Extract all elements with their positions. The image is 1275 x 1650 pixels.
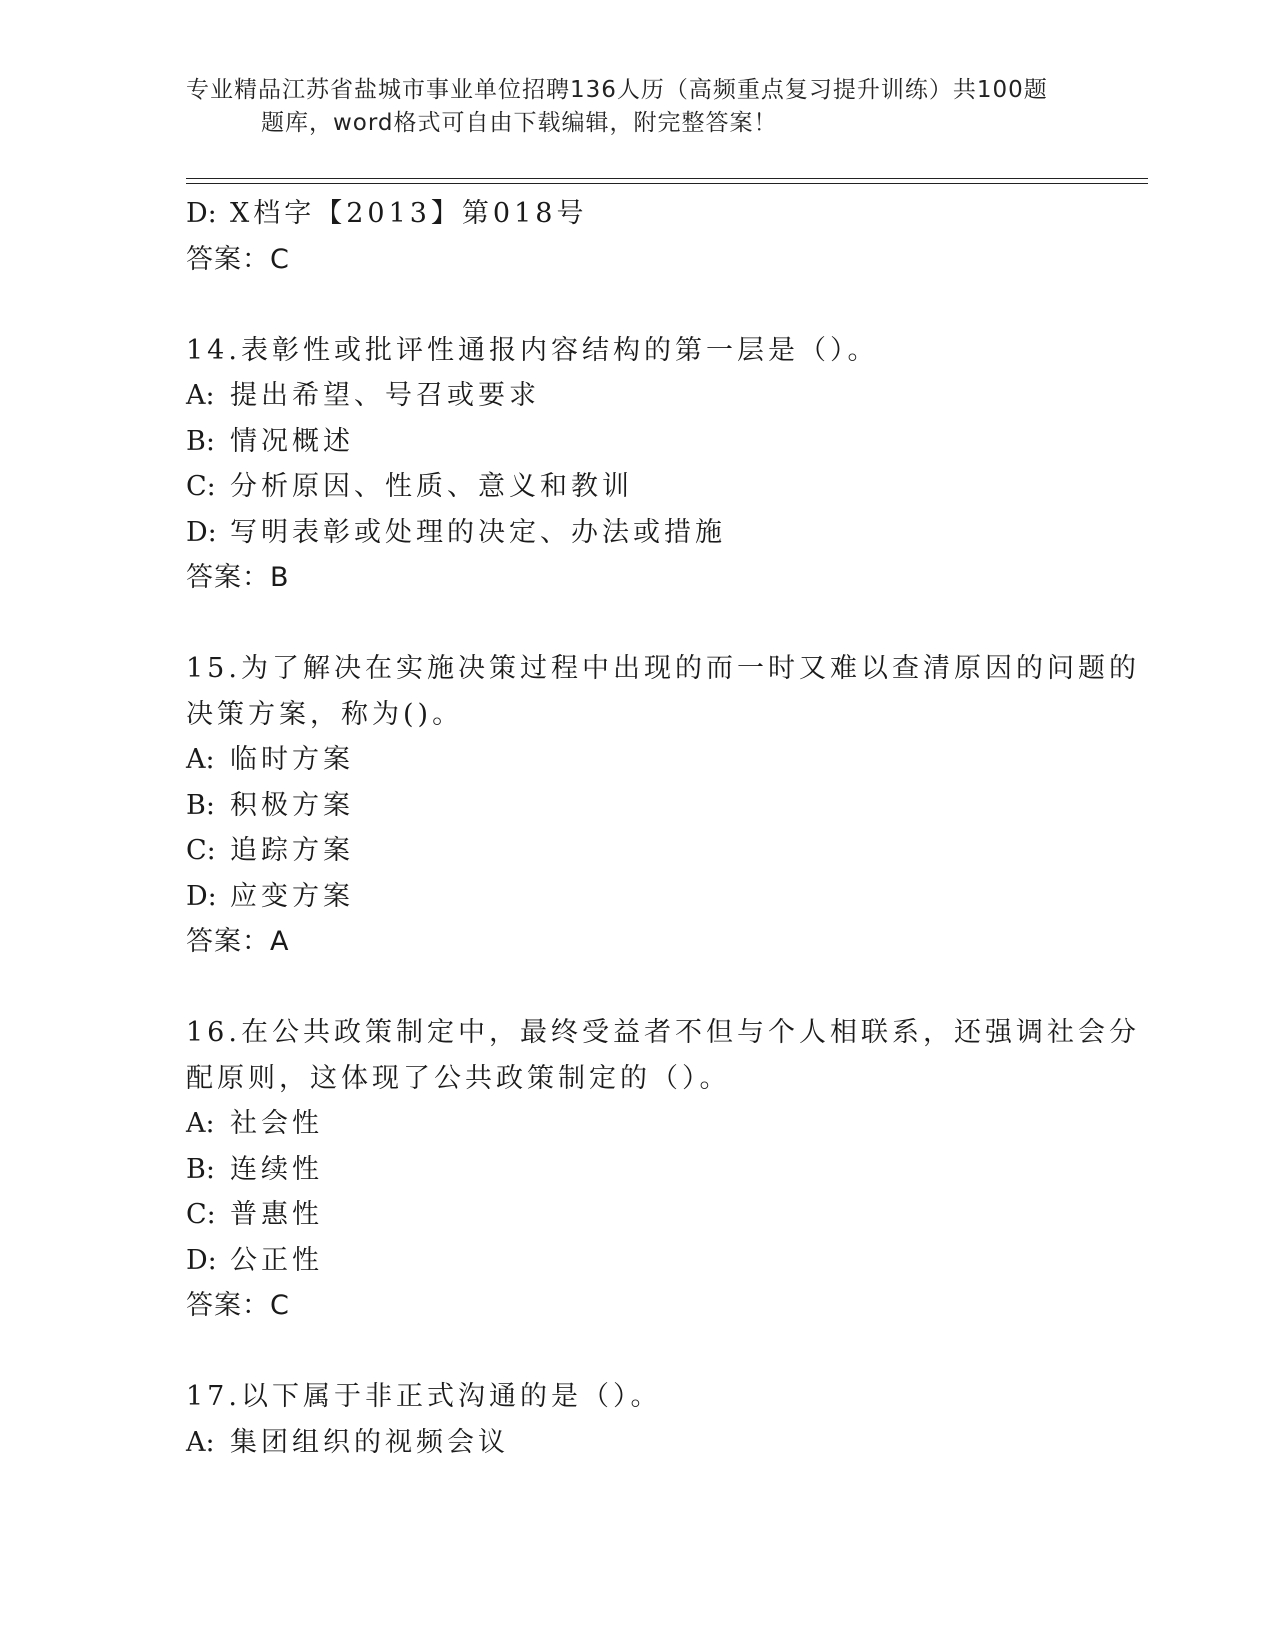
option-key: C:: [186, 1199, 216, 1230]
option-key: D:: [186, 516, 217, 548]
question-stem-line-2: 配原则，这体现了公共政策制定的（）。: [186, 1062, 731, 1094]
option-key: C:: [186, 835, 216, 866]
header-rule-bottom: [186, 183, 1148, 184]
option-d: [186, 1238, 1086, 1284]
header-rule-top: [186, 178, 1148, 179]
option-text: 写明表彰或处理的决定、办法或措施: [230, 516, 726, 548]
option-text: 公正性: [230, 1244, 323, 1276]
question-list: [186, 191, 1140, 1465]
option-text: 提出希望、号召或要求: [230, 380, 540, 411]
option-b: [186, 1147, 1086, 1193]
spacer: [186, 282, 1086, 328]
answer-line: 答案：C: [186, 243, 290, 275]
option-key: A:: [186, 380, 215, 411]
header-title-line-2: 题库，word格式可自由下载编辑，附完整答案！: [261, 110, 778, 136]
option-c: [186, 828, 1086, 874]
option-text: 应变方案: [230, 880, 354, 912]
question-stem-line-2: 决策方案，称为()。: [186, 698, 464, 730]
document-header: [186, 74, 1086, 140]
option-text: 集团组织的视频会议: [230, 1426, 509, 1458]
option-text: 积极方案: [230, 789, 354, 821]
spacer: [186, 601, 1086, 647]
option-a: [186, 1420, 1086, 1466]
question-stem: 17.以下属于非正式沟通的是（）。: [186, 1381, 662, 1412]
header-title-line-1: 专业精品江苏省盐城市事业单位招聘136人历（高频重点复习提升训练）共100题: [186, 77, 1048, 103]
option-text: X档字【2013】第018号: [230, 198, 588, 229]
question-stem-line-1: 16.在公共政策制定中，最终受益者不但与个人相联系，还强调社会分: [186, 1017, 1140, 1048]
option-key: A:: [186, 1108, 215, 1139]
option-d: [186, 191, 1086, 237]
option-key: D:: [186, 1244, 217, 1276]
answer-line: 答案：A: [186, 926, 290, 957]
question-stem: 14.表彰性或批评性通报内容结构的第一层是（）。: [186, 334, 879, 366]
option-c: [186, 464, 1086, 510]
option-key: A:: [186, 1426, 215, 1458]
answer-line: 答案：B: [186, 562, 290, 593]
option-d: [186, 874, 1086, 920]
question-stem-line-1: 15.为了解决在实施决策过程中出现的而一时又难以查清原因的问题的: [186, 653, 1140, 684]
option-key: B:: [186, 1153, 215, 1185]
option-text: 连续性: [230, 1153, 323, 1185]
option-text: 情况概述: [230, 425, 354, 457]
option-key: D:: [186, 198, 217, 229]
option-key: B:: [186, 789, 215, 821]
option-b: [186, 783, 1086, 829]
option-key: D:: [186, 880, 217, 912]
option-d: [186, 510, 1086, 556]
spacer: [186, 1329, 1086, 1375]
spacer: [186, 965, 1086, 1011]
answer-line: 答案：C: [186, 1290, 290, 1321]
option-b: [186, 419, 1086, 465]
option-c: [186, 1192, 1086, 1238]
option-key: C:: [186, 471, 216, 502]
option-text: 社会性: [230, 1108, 323, 1139]
option-text: 普惠性: [230, 1199, 323, 1230]
option-key: A:: [186, 744, 215, 775]
option-a: [186, 737, 1086, 783]
option-key: B:: [186, 425, 215, 457]
option-text: 临时方案: [230, 744, 354, 775]
option-a: [186, 373, 1086, 419]
option-text: 追踪方案: [230, 835, 354, 866]
option-a: [186, 1101, 1086, 1147]
option-text: 分析原因、性质、意义和教训: [230, 471, 633, 502]
